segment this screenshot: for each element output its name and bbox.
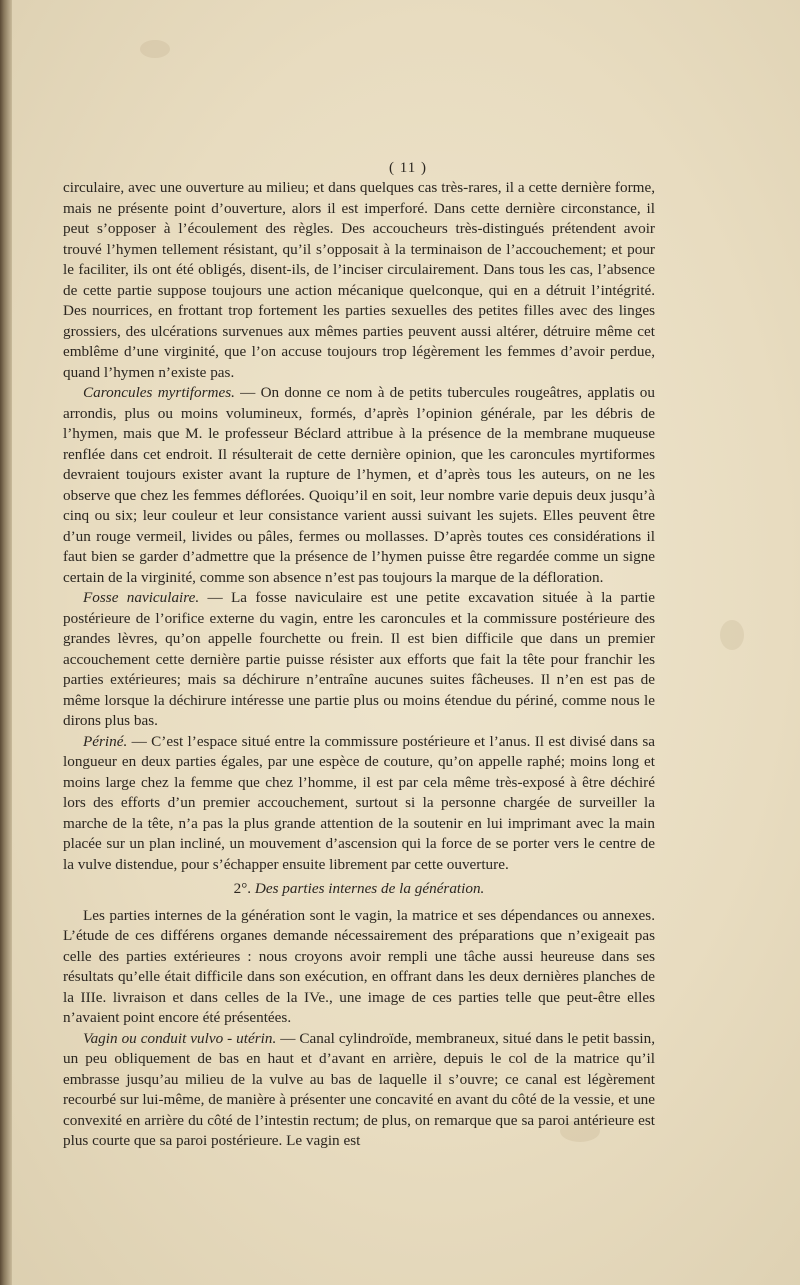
- paragraph-text: — On donne ce nom à de petits tubercules rougeâtres, applatis ou arrondis, plus ou moins volumineux, formés, d’après l’opinion générale, par les débris de l’hymen, mais que M. le professeur Béclard attribue à la présence de la membrane muqueuse renflée dans cet endroit. Il résulterait de cette dernière opinion, que les caroncules myrtiformes devraient toujours exister avant la rupture de l’hymen, et d’après tous les auteurs, on ne les observe que chez les femmes déflorées. Quoiqu’il en soit, leur nombre varie depuis deux jusqu’à cinq ou six; leur couleur et leur consistance varient aussi suivant les sujets. Elles peuvent être d’un rouge vermeil, livides ou pâles, fermes ou mollasses. D’après toutes ces considérations il faut bien se garder d’admettre que la présence de l’hymen puisse être regardée comme un signe certain de la virginité, comme son absence n’est pas toujours la marque de la défloration.: [63, 384, 655, 586]
- term-heading: Caroncules myrtiformes.: [83, 384, 235, 401]
- term-heading: Vagin ou conduit vulvo - utérin.: [83, 1029, 277, 1047]
- paragraph-vagin: [63, 1029, 655, 1152]
- paragraph-text: — La fosse naviculaire est une petite excavation située à la partie postérieure de l’orifice externe du vagin, entre les caroncules et la commissure postérieure des grandes lèvres, qu’on appelle fourchette ou frein. Il est bien difficile que dans un premier accouchement cette dernière partie puisse résister aux efforts que fait la tête pour franchir les parties extérieures; mais sa déchirure n’entraîne aucunes suites fâcheuses. Il n’en est pas de même lorsque la déchirure intéresse une partie plus ou moins étendue du périné, comme nous le dirons plus bas.: [63, 589, 655, 729]
- paragraph-perine: [63, 732, 655, 876]
- binding-edge: [0, 0, 12, 1285]
- section-heading: [63, 879, 655, 900]
- paragraph-text: — C’est l’espace situé entre la commissure postérieure et l’anus. Il est divisé dans sa longueur en deux parties égales, par une espèce de couture, qu’on appelle raphé; moins long et moins large chez la femme que chez l’homme, il est par cela même très-exposé à être déchiré lors des efforts d’un premier accouchement, surtout si la personne chargée de surveiller la marche de la tête, n’a pas la plus grande attention de la soutenir en lui imprimant avec la main placée sur un plan incliné, un mouvement d’ascension qui la force de se porter vers le centre de la vulve distendue, pour s’échapper ensuite librement par cette ouverture.: [63, 732, 655, 873]
- body-text: [63, 178, 655, 1152]
- paragraph-text: Les parties internes de la génération sont le vagin, la matrice et ses dépendances ou annexes. L’étude de ces différens organes demande nécessairement des préparations que n’exigeait pas celle des parties extérieures : nous croyons avoir rempli une tâche aussi heureuse dans ses résultats qu’elle était difficile dans son exécution, en offrant dans les deux dernières planches de la IIIe. livraison et dans celles de la IVe., une image de ces parties telle que peut-être elles n’avaient point encore été présentées.: [63, 906, 655, 1026]
- paragraph-text: — Canal cylindroïde, membraneux, situé dans le petit bassin, un peu obliquement de bas en haut et d’avant en arrière, depuis le col de la matrice qu’il embrasse jusqu’au milieu de la vulve au bas de laquelle il s’ouvre; ce canal est légèrement recourbé sur lui-même, de manière à présenter une concavité en avant du côté de la vessie, et une convexité en arrière du côté de l’intestin rectum; de plus, on remarque que sa paroi antérieure est plus courte que sa paroi postérieure. Le vagin est: [63, 1029, 655, 1149]
- paragraph-caroncules: [63, 383, 655, 588]
- paragraph-hymen-continued: [63, 178, 655, 383]
- term-heading: Périné.: [83, 732, 128, 750]
- term-heading: Fosse naviculaire.: [83, 589, 200, 606]
- paragraph-text: circulaire, avec une ouverture au milieu; et dans quelques cas très-rares, il a cette dernière forme, mais ne présente point d’ouverture, alors il est imperforé. Dans cette dernière circonstance, il peut s’opposer à l’écoulement des règles. Des accoucheurs très-distingués prétendent avoir trouvé l’hymen tellement résistant, qu’il s’opposait à la terminaison de l’accouchement; et pour le faciliter, ils ont été obligés, disent-ils, de l’inciser circulairement. Dans tous les cas, l’absence de cette partie suppose toujours une action mécanique quelconque, qui en a détruit l’intégrité. Des nourrices, en frottant trop fortement les parties sexuelles des petites filles avec des linges grossiers, des ulcérations survenues aux mêmes parties peuvent aussi altérer, détruire même cet emblême d’une virginité, que l’on accuse toujours trop légèrement les femmes d’avoir perdue, quand l’hymen n’existe pas.: [63, 179, 655, 381]
- paragraph-fosse-naviculaire: [63, 588, 655, 732]
- paragraph-parties-internes: [63, 906, 655, 1029]
- section-title: Des parties internes de la génération.: [254, 880, 485, 897]
- section-number: 2°.: [233, 880, 252, 897]
- paper-stain: [140, 40, 170, 58]
- page-number: ( 11 ): [389, 160, 427, 176]
- paper-stain: [720, 620, 744, 650]
